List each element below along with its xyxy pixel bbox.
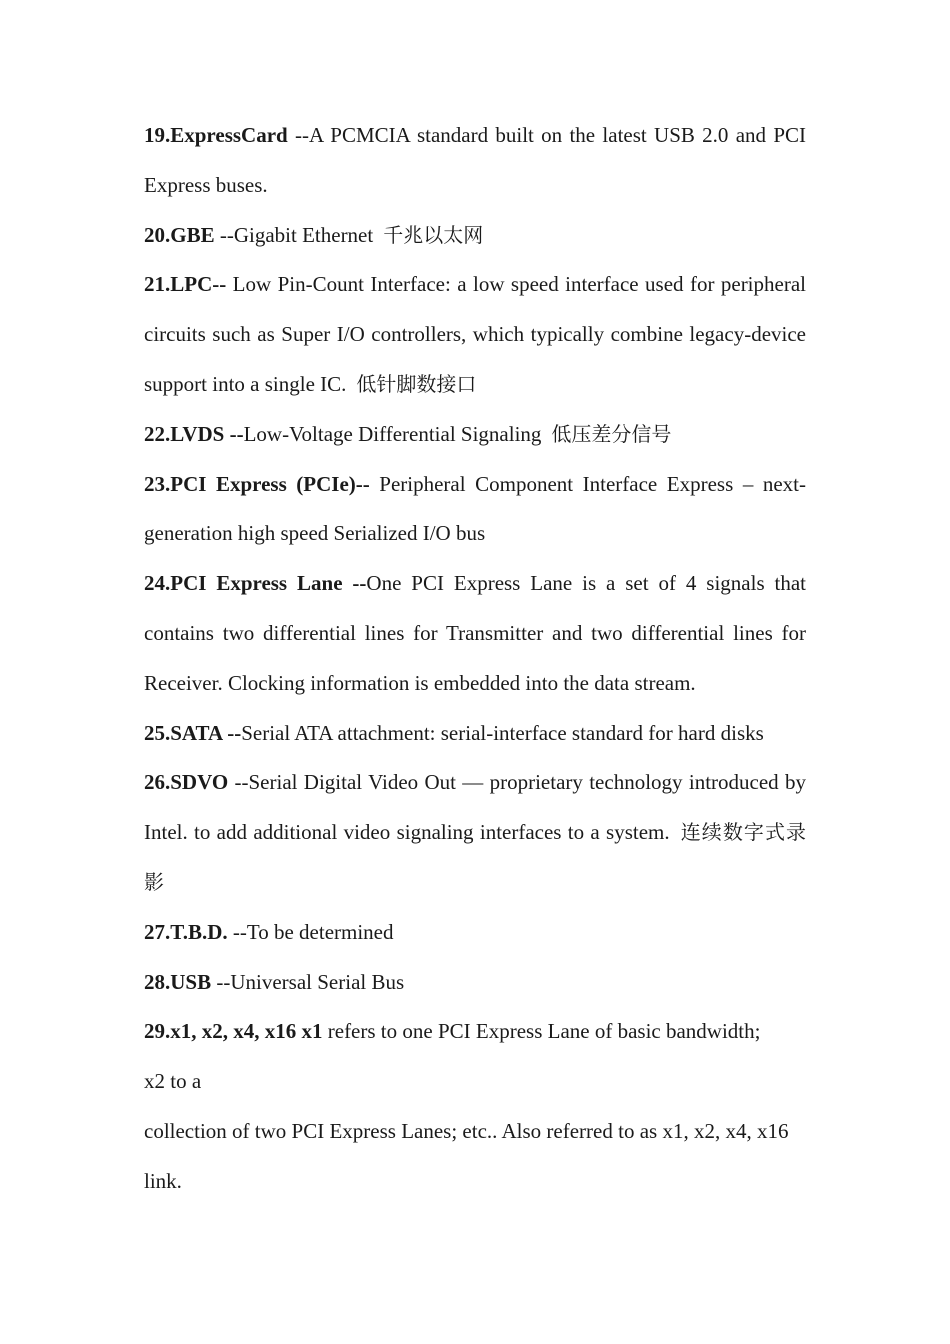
glossary-entry-sdvo <box>144 758 806 907</box>
glossary-chinese-translation: 低压差分信号 <box>551 421 672 446</box>
glossary-entry-pcie <box>144 460 806 560</box>
glossary-term: 21.LPC-- <box>144 272 227 297</box>
glossary-definition: Serial ATA attachment: serial-interface standard for hard disks <box>241 720 764 745</box>
glossary-entry-lpc <box>144 260 806 409</box>
glossary-entry-pcie-lane <box>144 559 806 708</box>
glossary-definition: Low-Voltage Differential Signaling <box>243 421 542 446</box>
glossary-definition: --To be determined <box>227 919 394 944</box>
glossary-term: 22.LVDS -- <box>144 421 244 446</box>
glossary-term: 23.PCI Express (PCIe)-- <box>144 471 370 496</box>
glossary-entry-lane-widths-line2 <box>144 1057 806 1107</box>
document-page <box>144 111 806 1207</box>
glossary-definition: refers to one PCI Express Lane of basic bandwidth; <box>322 1019 761 1044</box>
glossary-term: 28.USB <box>144 969 212 994</box>
glossary-definition-continued: collection of two PCI Express Lanes; etc.. Also referred to as x1, x2, x4, x16 link. <box>144 1118 789 1193</box>
glossary-entry-lane-widths <box>144 1007 806 1057</box>
glossary-term: 26.SDVO <box>144 770 229 795</box>
glossary-entry-lvds <box>144 410 806 460</box>
glossary-definition: One PCI Express Lane is a set of 4 signals that contains two differential lines for Transmitter and two differential lines for Receiver. Clocking information is embedded into the data stream. <box>144 571 807 695</box>
glossary-term: 24.PCI Express Lane -- <box>144 571 367 596</box>
glossary-chinese-translation: 低针脚数接口 <box>356 371 477 396</box>
glossary-definition: Peripheral Component Interface Express – next-generation high speed Serialized I/O bus <box>144 471 806 546</box>
glossary-entry-gbe <box>144 211 806 261</box>
glossary-term: 27.T.B.D. <box>144 919 228 944</box>
glossary-chinese-translation: 千兆以太网 <box>383 222 484 247</box>
glossary-term: 25.SATA -- <box>144 720 242 745</box>
glossary-term: 29.x1, x2, x4, x16 x1 <box>144 1019 323 1044</box>
glossary-entry-usb <box>144 958 806 1008</box>
glossary-entry-lane-widths-line3 <box>144 1107 806 1207</box>
glossary-entry-sata <box>144 709 806 759</box>
glossary-definition: --Universal Serial Bus <box>211 969 405 994</box>
glossary-definition: Low Pin-Count Interface: a low speed interface used for peripheral circuits such as Super I/O controllers, which typically combine legacy-device support into a single IC. <box>144 272 806 396</box>
glossary-definition-continued: x2 to a <box>144 1069 202 1094</box>
glossary-term: 19.ExpressCard <box>144 123 288 147</box>
glossary-term: 20.GBE <box>144 222 215 247</box>
glossary-chinese-translation: 连续数字式录影 <box>144 820 807 894</box>
glossary-definition: --A PCMCIA standard built on the latest USB 2.0 and PCI Express buses. <box>144 123 806 197</box>
glossary-definition: --Gigabit Ethernet <box>214 222 374 247</box>
glossary-entry-tbd <box>144 908 806 958</box>
glossary-entry-expresscard <box>144 111 806 211</box>
glossary-definition: --Serial Digital Video Out — proprietary technology introduced by Intel. to add additional video signaling interfaces to a system. <box>144 770 806 845</box>
